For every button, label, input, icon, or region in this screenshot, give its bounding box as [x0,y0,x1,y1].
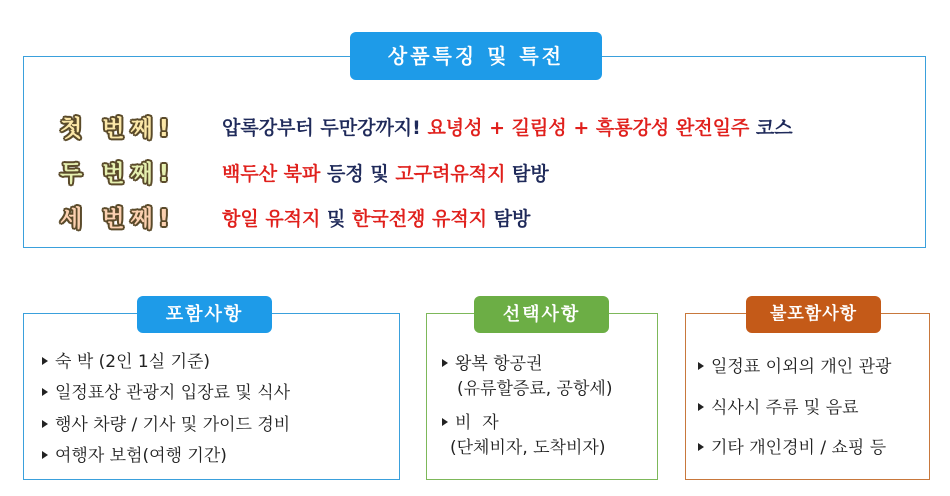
feature-row-1 [222,113,793,140]
bullet-icon [698,443,704,451]
ordinal-third: 세 번째! [60,206,176,232]
feature-row-2-part-3: 고구려유적지 [395,163,506,185]
optional-item-1-detail: (유류할증료, 공항세) [457,379,613,399]
feature-row-2 [222,159,549,186]
bullet-icon [442,418,448,426]
included-item-3: 행사 차량 / 기사 및 가이드 경비 [55,415,291,435]
feature-row-2-part-1: 백두산 북파 [222,163,321,185]
optional-item-1: 왕복 항공권 [455,354,543,374]
bullet-icon [42,388,48,396]
optional-item-2-detail: (단체비자, 도착비자) [450,438,606,458]
optional-item-2: 비 자 [455,413,499,433]
included-item-1: 숙 박 (2인 1실 기준) [55,352,211,372]
ordinal-second: 두 번째! [60,161,176,187]
excluded-title: 불포함사항 [746,296,881,333]
excluded-item-1: 일정표 이외의 개인 관광 [711,357,892,377]
bullet-icon [42,420,48,428]
bullet-icon [442,359,448,367]
ordinal-first: 첫 번째! [60,116,176,142]
feature-row-1-part-3: 코스 [749,117,793,139]
bullet-icon [42,357,48,365]
included-item-4: 여행자 보험(여행 기간) [55,446,227,466]
feature-row-1-part-2: 요녕성 + 길림성 + 흑룡강성 완전일주 [427,117,750,139]
feature-row-3 [222,204,530,231]
feature-row-1-part-1: 압록강부터 두만강까지! [222,117,428,139]
bullet-icon [42,451,48,459]
excluded-item-3: 기타 개인경비 / 쇼핑 등 [711,438,887,458]
feature-row-3-part-4: 탐방 [487,208,531,230]
feature-row-3-part-3: 한국전쟁 유적지 [351,208,488,230]
bullet-icon [698,403,704,411]
feature-row-2-part-2: 등정 및 [320,163,396,185]
features-title: 상품특징 및 특전 [350,32,602,80]
feature-row-3-part-2: 및 [320,208,352,230]
included-title: 포함사항 [137,296,272,333]
excluded-item-2: 식사시 주류 및 음료 [711,398,859,418]
included-item-2: 일정표상 관광지 입장료 및 식사 [55,383,291,403]
optional-title: 선택사항 [474,296,609,333]
feature-row-2-part-4: 탐방 [505,163,549,185]
bullet-icon [698,362,704,370]
feature-row-3-part-1: 항일 유적지 [222,208,321,230]
